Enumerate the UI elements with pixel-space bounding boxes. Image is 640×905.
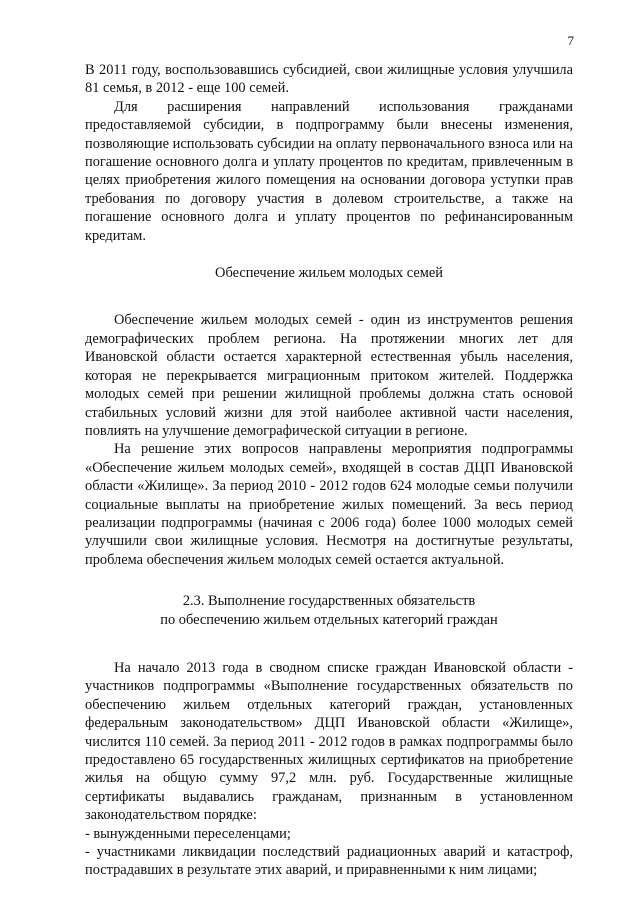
section-heading-2-3-line2: по обеспечению жильем отдельных категорий граждан: [160, 611, 498, 628]
paragraph-subsidy-changes: Для расширения направлений использования гражданами предоставляемой субсидии, в подпрограмму были внесены изменения, позволяющие использовать субсидии на оплату первоначального взноса или на погашение основного долга и уплату процентов по кредитам, привлеченным в целях приобретения жилого помещения на основании договора уступки прав требования по договору участия в долевом строительстве, а также на погашение основного долга и уплату процентов по рефинансированным кредитам.: [85, 98, 573, 244]
section-heading-young-families: Обеспечение жильем молодых семей: [215, 265, 443, 282]
paragraph-young-families-program: На решение этих вопросов направлены мероприятия подпрограммы «Обеспечение жильем молодых семей», входящей в состав ДЦП Ивановской области «Жилище». За период 2010 - 2012 годов 624 молодые семьи получили социальные выплаты на приобретение жилых помещений. За весь период реализации подпрограммы (начиная с 2006 года) более 1000 молодых семей улучшили свои жилищные условия. Несмотря на достигнутые результаты, проблема обеспечения жильем молодых семей остается актуальной.: [85, 441, 573, 568]
list-item-radiation-accidents: - участниками ликвидации последствий радиационных аварий и катастроф, пострадавших в результате этих аварий, и приравненными к ним лицами;: [85, 844, 573, 879]
paragraph-state-obligations: На начало 2013 года в сводном списке граждан Ивановской области - участников подпрограммы «Выполнение государственных обязательств по обеспечению жильем отдельных категорий граждан, установленных федеральным законодательством» ДЦП Ивановской области «Жилище», числится 110 семей. За период 2011 - 2012 годов в рамках подпрограммы было предоставлено 65 государственных жилищных сертификатов на приобретение жилья на общую сумму 97,2 млн. руб. Государственные жилищные сертификаты выдавались гражданам, признанным в установленном законодательством порядке:: [85, 659, 573, 824]
paragraph-young-families-intro: Обеспечение жильем молодых семей - один из инструментов решения демографических проблем региона. На протяжении многих лет для Ивановской области остается характерной естественная убыль населения, которая не перекрывается миграционным притоком жителей. Поддержка молодых семей при решении жилищной проблемы должна стать основой стабильных условий жизни для этой наиболее активной части населения, повлиять на улучшение демографической ситуации в регионе.: [85, 312, 573, 439]
paragraph-subsidy-results: В 2011 году, воспользовавшись субсидией, свои жилищные условия улучшила 81 семья, в 2012 - еще 100 семей.: [85, 62, 573, 97]
page-number: 7: [567, 33, 574, 48]
list-item-forced-migrants: - вынужденными переселенцами;: [85, 825, 291, 842]
section-heading-2-3-line1: 2.3. Выполнение государственных обязательств: [182, 593, 476, 610]
document-body: [85, 61, 573, 880]
